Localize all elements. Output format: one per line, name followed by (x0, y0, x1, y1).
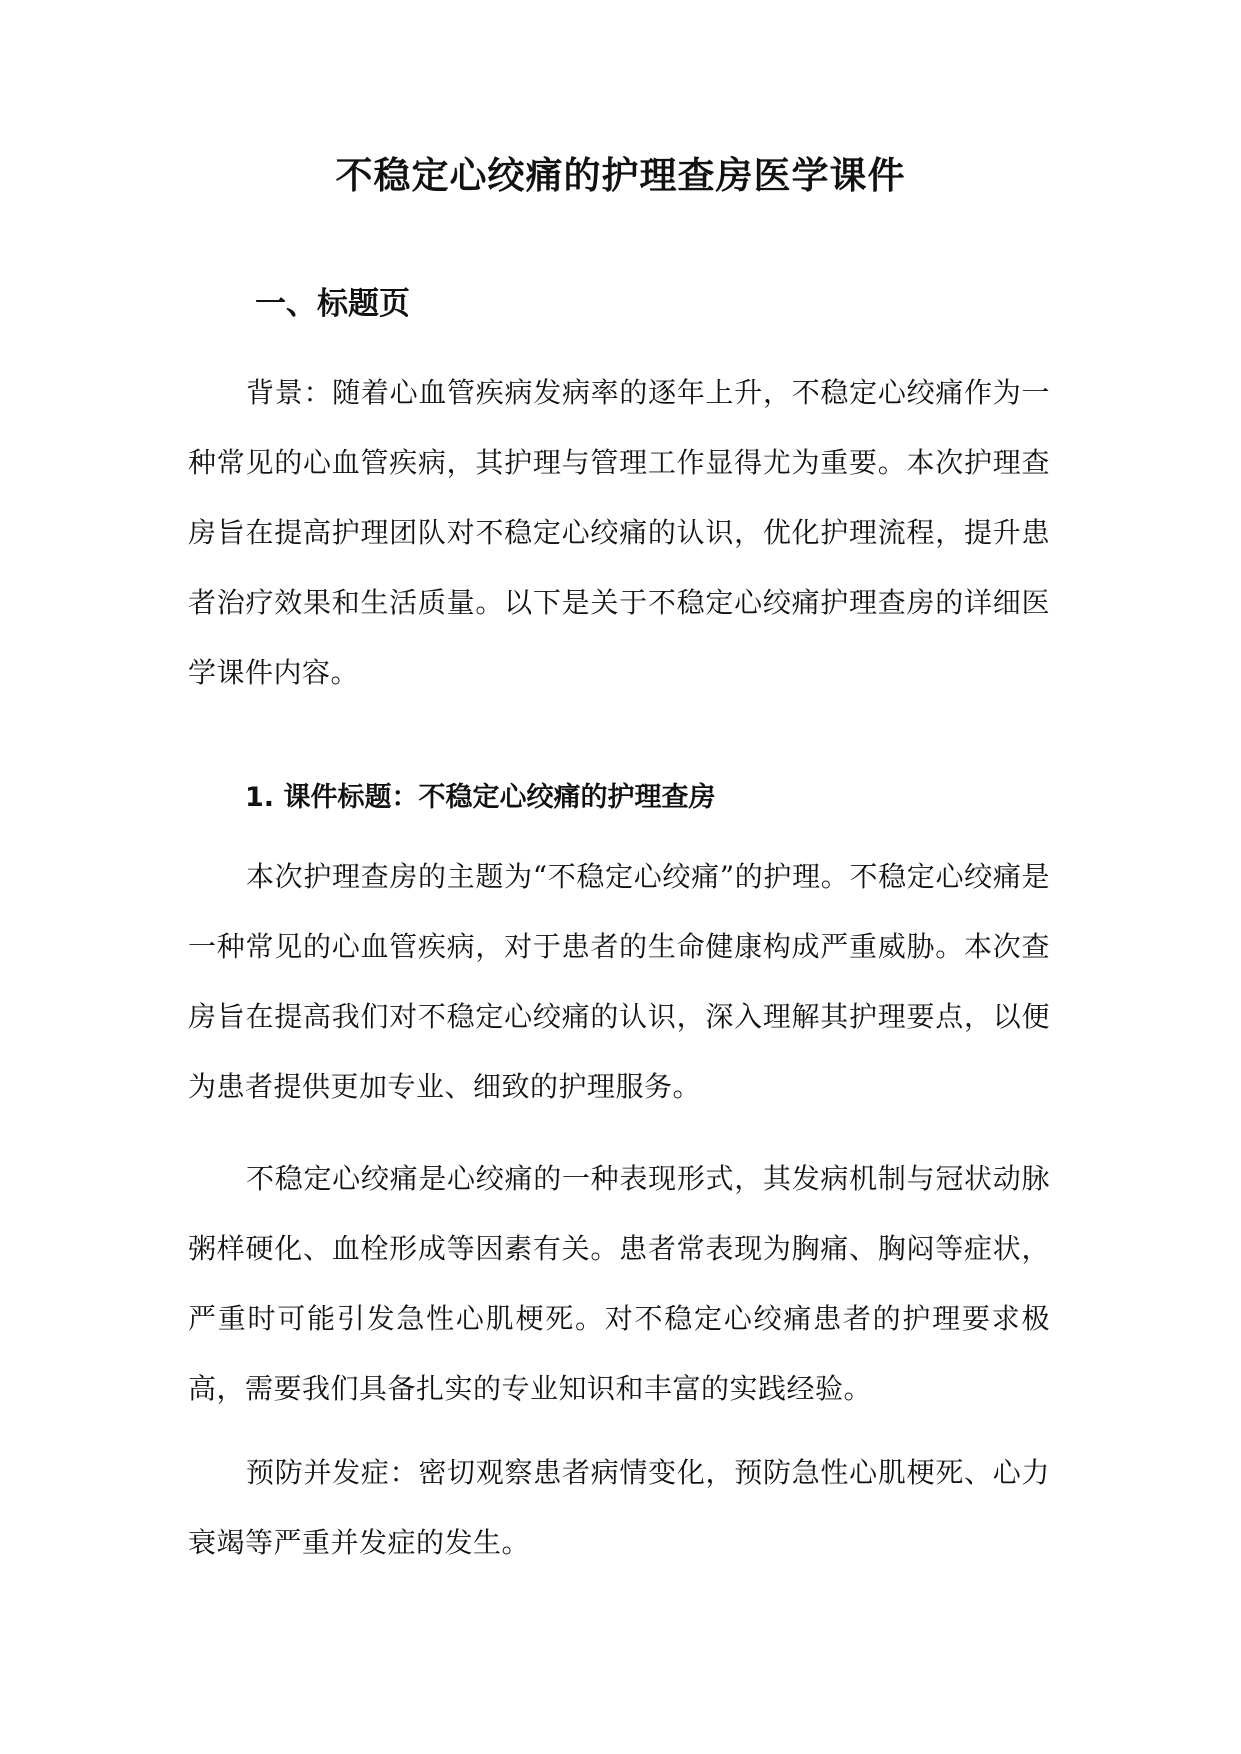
paragraph-prevention: 预防并发症：密切观察患者病情变化，预防急性心肌梗死、心力衰竭等严重并发症的发生。 (188, 1456, 1050, 1559)
section-heading-title-page: 一、标题页 (255, 286, 410, 322)
paragraph-theme: 本次护理查房的主题为“不稳定心绞痛”的护理。不稳定心绞痛是一种常见的心血管疾病，对于患者的生命健康构成严重威胁。本次查房旨在提高我们对不稳定心绞痛的认识，深入理解其护理要点，以便为患者提供更加专业、细致的护理服务。 (188, 860, 1050, 1103)
paragraph-mechanism: 不稳定心绞痛是心绞痛的一种表现形式，其发病机制与冠状动脉粥样硬化、血栓形成等因素有关。患者常表现为胸痛、胸闷等症状，严重时可能引发急性心肌梗死。对不稳定心绞痛患者的护理要求极高，需要我们具备扎实的专业知识和丰富的实践经验。 (188, 1162, 1050, 1405)
document-title: 不稳定心绞痛的护理查房医学课件 (335, 154, 906, 197)
paragraph-background: 背景：随着心血管疾病发病率的逐年上升，不稳定心绞痛作为一种常见的心血管疾病，其护理与管理工作显得尤为重要。本次护理查房旨在提高护理团队对不稳定心绞痛的认识，优化护理流程，提升患者治疗效果和生活质量。以下是关于不稳定心绞痛护理查房的详细医学课件内容。 (188, 376, 1050, 689)
subheading-course-title: 1. 课件标题：不稳定心绞痛的护理查房 (245, 782, 716, 813)
